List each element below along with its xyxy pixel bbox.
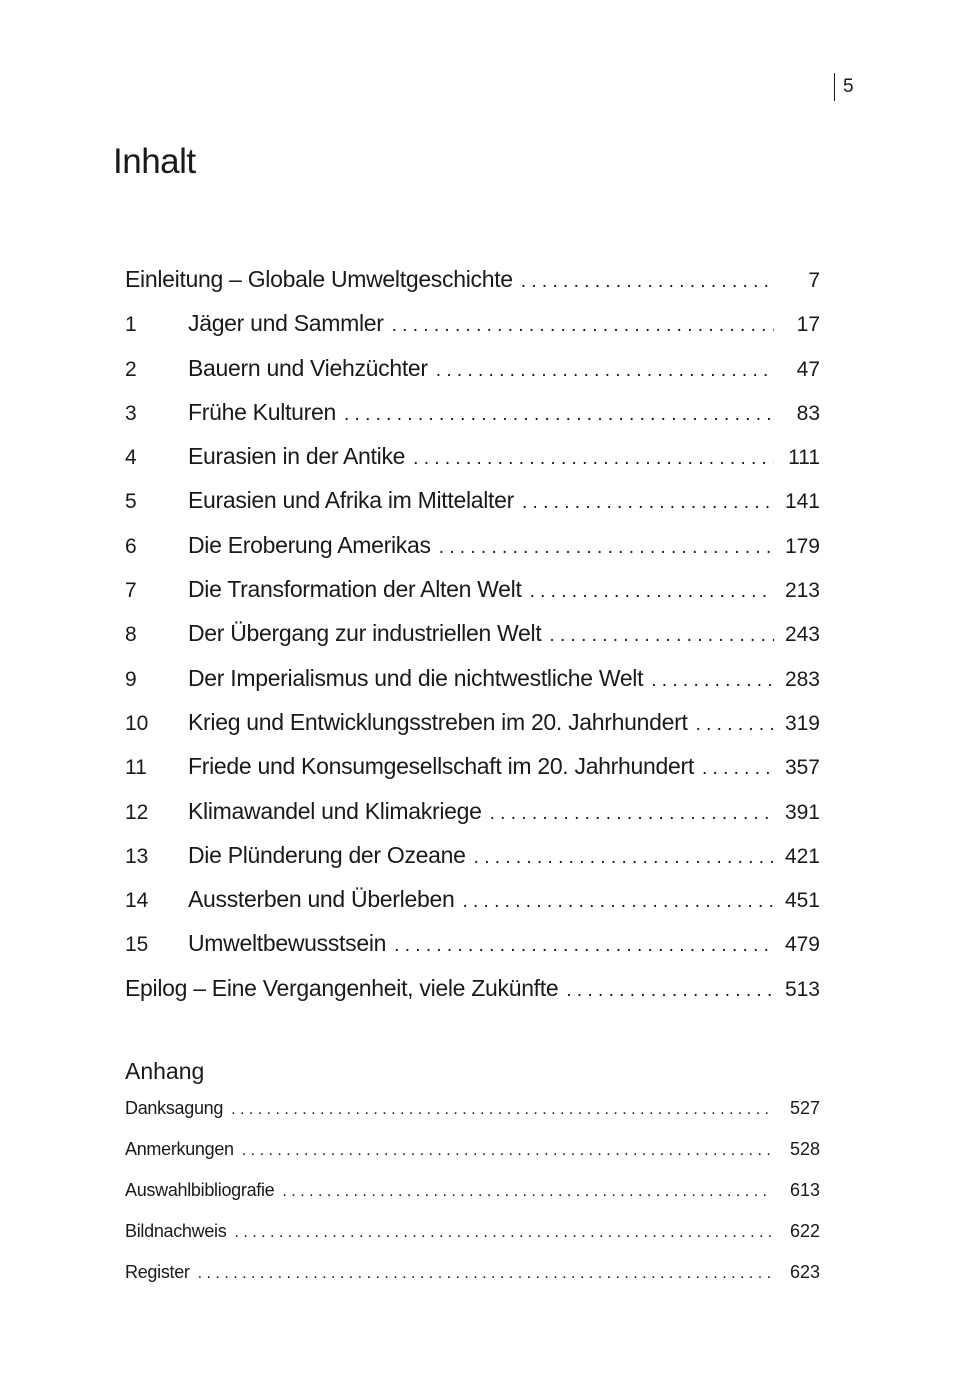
chapter-page-number: 243 bbox=[784, 623, 820, 647]
dot-leader bbox=[413, 448, 774, 470]
chapter-page-number: 421 bbox=[784, 844, 820, 868]
chapter-page-number: 391 bbox=[784, 800, 820, 824]
chapter-number: 4 bbox=[125, 446, 137, 470]
chapter-page-number: 179 bbox=[784, 534, 820, 558]
chapter-title: Friede und Konsumgesellschaft im 20. Jahrhundert bbox=[188, 753, 694, 780]
chapter-page-number: 83 bbox=[796, 401, 820, 425]
appendix-page-number: 622 bbox=[789, 1221, 820, 1241]
chapter-title: Die Plünderung der Ozeane bbox=[188, 841, 466, 868]
appendix-title: Bildnachweis bbox=[125, 1221, 227, 1241]
appendix-entry[interactable] bbox=[125, 1139, 820, 1180]
dot-leader bbox=[696, 714, 774, 736]
dot-leader bbox=[436, 360, 774, 382]
toc-entry[interactable] bbox=[125, 798, 820, 842]
chapter-title: Einleitung – Globale Umweltgeschichte bbox=[125, 266, 513, 292]
chapter-title: Der Imperialismus und die nichtwestliche Welt bbox=[188, 664, 644, 691]
dot-leader bbox=[651, 670, 774, 692]
dot-leader bbox=[392, 315, 774, 337]
dot-leader bbox=[549, 625, 774, 647]
toc-entry[interactable] bbox=[125, 886, 820, 930]
chapter-title: Krieg und Entwicklungsstreben im 20. Jahrhundert bbox=[188, 708, 688, 735]
chapter-page-number: 513 bbox=[784, 977, 820, 1001]
chapter-number: 1 bbox=[125, 313, 137, 337]
appendix-page-number: 527 bbox=[789, 1098, 820, 1118]
chapter-number: 9 bbox=[125, 667, 137, 691]
toc-entry[interactable] bbox=[125, 753, 820, 797]
page-number-rule bbox=[834, 73, 835, 101]
dot-leader bbox=[474, 847, 774, 869]
chapter-page-number: 479 bbox=[784, 933, 820, 957]
toc-entry[interactable] bbox=[125, 842, 820, 886]
chapter-page-number: 357 bbox=[784, 756, 820, 780]
dot-leader bbox=[439, 537, 774, 559]
dot-leader bbox=[282, 1183, 772, 1201]
chapter-title: Die Eroberung Amerikas bbox=[188, 531, 431, 558]
chapter-number: 10 bbox=[125, 711, 149, 735]
chapter-number: 8 bbox=[125, 623, 137, 647]
chapter-number: 13 bbox=[125, 844, 149, 868]
appendix-entry[interactable] bbox=[125, 1262, 820, 1303]
chapter-page-number: 319 bbox=[784, 711, 820, 735]
dot-leader bbox=[234, 1224, 772, 1242]
toc-entry[interactable] bbox=[125, 975, 820, 1019]
appendix-entry[interactable] bbox=[125, 1221, 820, 1262]
chapter-title: Klimawandel und Klimakriege bbox=[188, 797, 482, 824]
chapter-number: 6 bbox=[125, 534, 137, 558]
dot-leader bbox=[566, 980, 774, 1002]
chapter-title: Eurasien und Afrika im Mittelalter bbox=[188, 487, 514, 514]
toc-entry[interactable] bbox=[125, 930, 820, 974]
page-title: Inhalt bbox=[113, 142, 196, 181]
table-of-contents bbox=[125, 266, 820, 1019]
chapter-page-number: 451 bbox=[784, 889, 820, 913]
dot-leader bbox=[530, 581, 774, 603]
chapter-number: 15 bbox=[125, 933, 149, 957]
dot-leader bbox=[462, 891, 774, 913]
dot-leader bbox=[702, 758, 774, 780]
chapter-page-number: 111 bbox=[788, 446, 820, 470]
toc-entry[interactable] bbox=[125, 709, 820, 753]
toc-entry[interactable] bbox=[125, 266, 820, 310]
toc-entry[interactable] bbox=[125, 443, 820, 487]
toc-entry[interactable] bbox=[125, 487, 820, 531]
chapter-title: Eurasien in der Antike bbox=[188, 443, 406, 470]
toc-entry[interactable] bbox=[125, 355, 820, 399]
dot-leader bbox=[521, 271, 774, 293]
chapter-title: Epilog – Eine Vergangenheit, viele Zukünfte bbox=[125, 974, 559, 1001]
appendix-title: Danksagung bbox=[125, 1098, 224, 1118]
dot-leader bbox=[344, 404, 774, 426]
toc-entry[interactable] bbox=[125, 532, 820, 576]
appendix-list bbox=[125, 1098, 820, 1303]
appendix-page-number: 613 bbox=[789, 1180, 820, 1200]
appendix-title: Anmerkungen bbox=[125, 1139, 234, 1159]
dot-leader bbox=[490, 803, 774, 825]
dot-leader bbox=[198, 1265, 772, 1283]
chapter-page-number: 213 bbox=[784, 579, 820, 603]
toc-entry[interactable] bbox=[125, 665, 820, 709]
chapter-title: Die Transformation der Alten Welt bbox=[188, 576, 522, 603]
dot-leader bbox=[522, 492, 774, 514]
chapter-title: Umweltbewusstsein bbox=[188, 930, 387, 957]
appendix-page-number: 528 bbox=[789, 1139, 820, 1159]
chapter-title: Aussterben und Überleben bbox=[188, 886, 455, 913]
chapter-page-number: 17 bbox=[796, 313, 820, 337]
toc-entry[interactable] bbox=[125, 620, 820, 664]
chapter-number: 7 bbox=[125, 579, 137, 603]
dot-leader bbox=[242, 1142, 772, 1160]
chapter-number: 3 bbox=[125, 401, 137, 425]
chapter-number: 14 bbox=[125, 889, 149, 913]
chapter-title: Der Übergang zur industriellen Welt bbox=[188, 620, 542, 647]
appendix-title: Register bbox=[125, 1262, 190, 1282]
dot-leader bbox=[231, 1101, 772, 1119]
toc-entry[interactable] bbox=[125, 576, 820, 620]
toc-entry[interactable] bbox=[125, 310, 820, 354]
chapter-number: 11 bbox=[125, 756, 147, 780]
chapter-title: Bauern und Viehzüchter bbox=[188, 354, 428, 381]
chapter-page-number: 141 bbox=[784, 490, 820, 514]
chapter-number: 12 bbox=[125, 800, 149, 824]
appendix-title: Auswahlbibliografie bbox=[125, 1180, 275, 1200]
chapter-page-number: 7 bbox=[808, 269, 820, 292]
chapter-number: 5 bbox=[125, 490, 137, 514]
chapter-page-number: 47 bbox=[796, 357, 820, 381]
page-header bbox=[834, 72, 854, 102]
chapter-number: 2 bbox=[125, 357, 137, 381]
appendix-entry[interactable] bbox=[125, 1180, 820, 1221]
page-number: 5 bbox=[843, 76, 854, 97]
chapter-page-number: 283 bbox=[784, 667, 820, 691]
appendix-page-number: 623 bbox=[789, 1262, 820, 1282]
toc-entry[interactable] bbox=[125, 399, 820, 443]
appendix-entry[interactable] bbox=[125, 1098, 820, 1139]
chapter-title: Jäger und Sammler bbox=[188, 310, 384, 337]
appendix-heading: Anhang bbox=[125, 1058, 205, 1084]
dot-leader bbox=[394, 935, 774, 957]
chapter-title: Frühe Kulturen bbox=[188, 398, 336, 425]
